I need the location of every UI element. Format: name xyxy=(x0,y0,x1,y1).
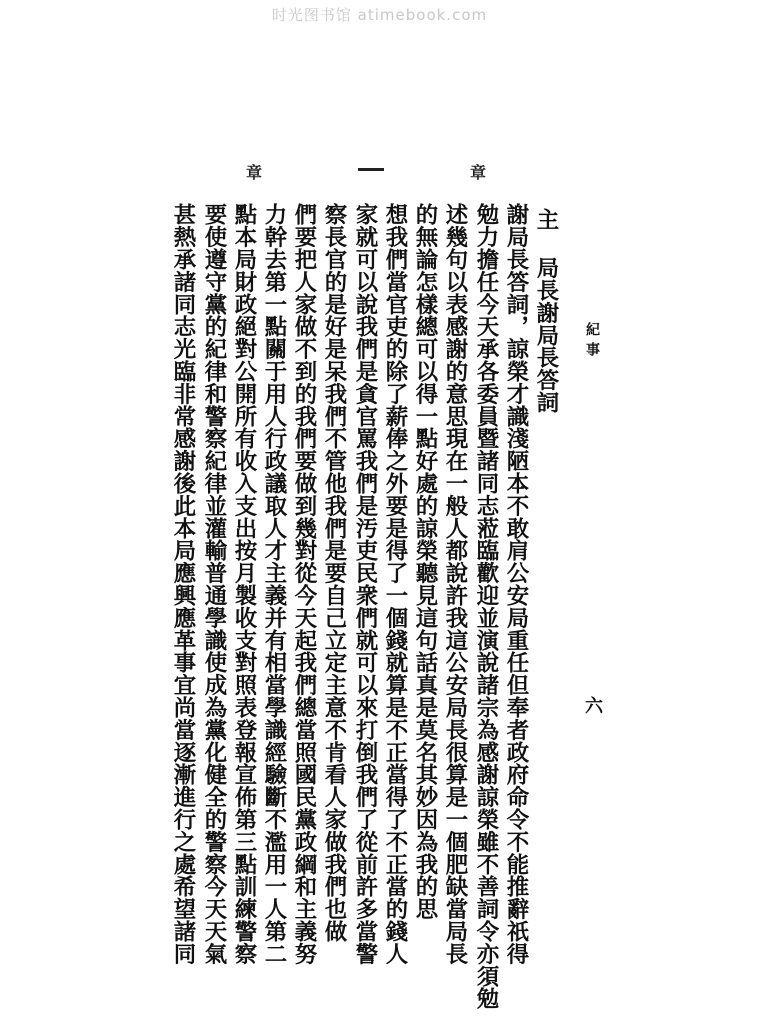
page-number: 六 xyxy=(585,696,603,717)
text-column: 勉力擔任今天承各委員暨諸同志蒞臨歡迎並演說諸宗為感謝諒榮雖不善詞令亦須勉 xyxy=(473,203,499,1010)
text-column: 想我們當官吏的除了薪俸之外要是得了一個錢就算是不正當得了不正當的錢人 xyxy=(382,203,408,965)
watermark-text: 时光图书馆 atimebook.com xyxy=(271,6,488,24)
text-column: 的無論怎樣總可以得一點好處的諒榮聽見這句話真是莫名其妙因為我的思 xyxy=(412,203,438,920)
chapter-marker-middle xyxy=(358,168,384,171)
text-column: 力幹去第一點關于用人行政議取人才主義并有相當學識經驗斷不濫用一人第二 xyxy=(261,203,287,965)
text-column: 述幾句以表感謝的意思現在一般人都說許我這公安局長很算是一個肥缺當局長 xyxy=(442,203,468,965)
text-column: 察長官的是好是呆我們不管他我們是要自己立定主意不肯看人家做我們也做 xyxy=(321,203,347,943)
page-header-title: 紀事 xyxy=(584,322,600,362)
text-column: 們要把人家做不到的我們要做到幾對從今天起我們總當照國民黨政綱和主義努 xyxy=(291,203,317,965)
chapter-marker-right: 章 xyxy=(470,163,487,182)
text-column: 主 局長謝局長答詞 xyxy=(533,208,559,414)
text-column: 謝局長答詞，諒榮才識淺陋本不敢肩公安局重任但奉者政府命令不能推辭祇得 xyxy=(503,203,529,965)
text-column: 點本局財政絕對公開所有收入支出按月製收支對照表登報宣佈第三點訓練警察 xyxy=(231,203,257,965)
text-column: 要使遵守黨的紀律和警察紀律並灌輸普通學識使成為黨化健全的警察今天天氣 xyxy=(201,203,227,965)
text-column: 家就可以說我們是貪官罵我們是汚吏民衆們就可以來打倒我們了從前許多當警 xyxy=(352,203,378,965)
text-column: 甚熱承諸同志光臨非常感謝後此本局應興應革事宜尚當逐漸進行之處希望諸同 xyxy=(170,203,196,965)
chapter-marker-left: 章 xyxy=(246,163,263,182)
